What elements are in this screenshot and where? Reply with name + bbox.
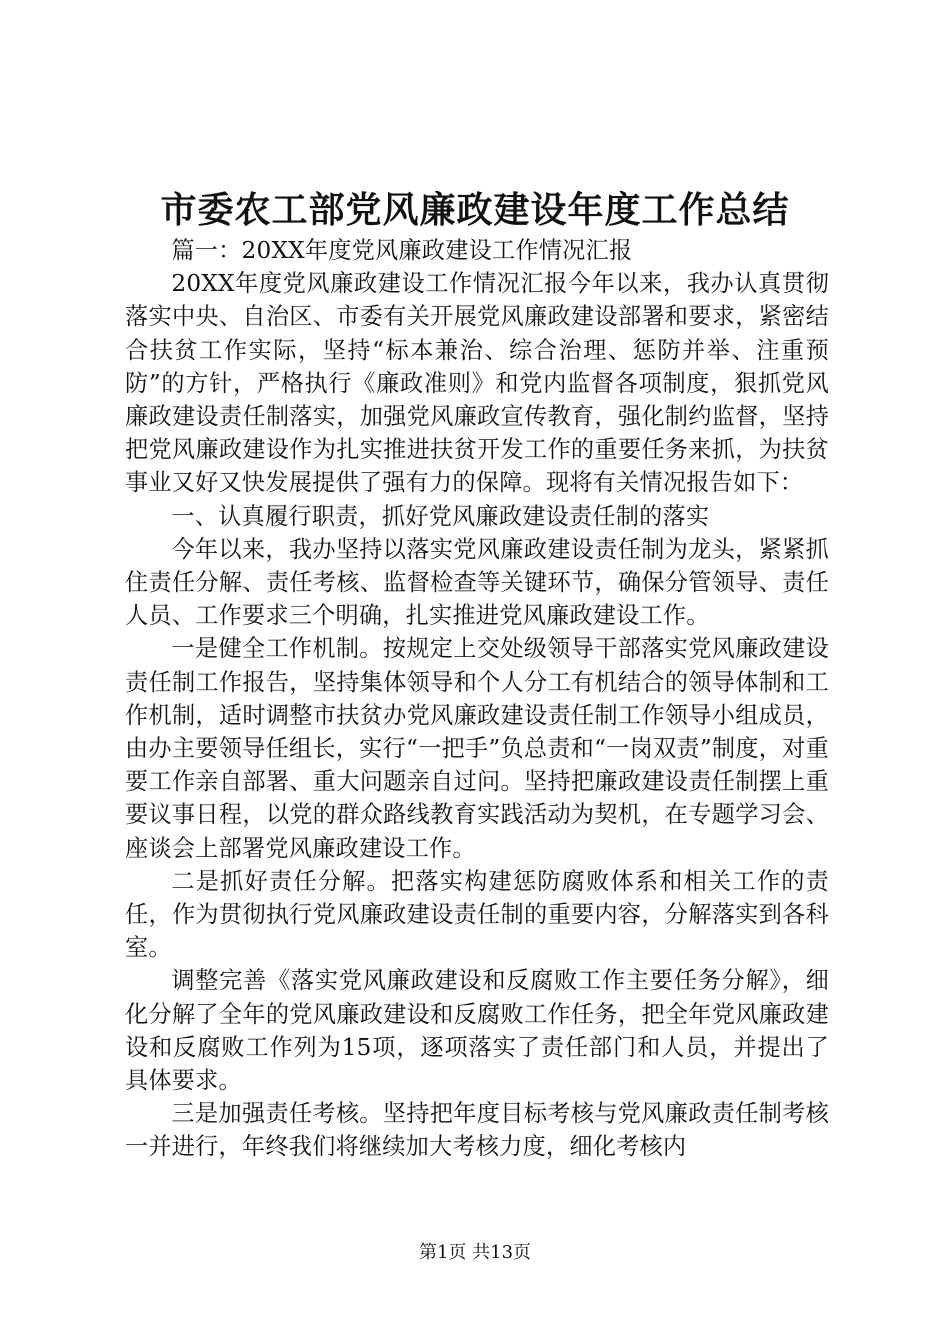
page-number-footer: 第1页 共13页 <box>418 1242 532 1263</box>
paragraph-chapter-heading: 篇一：20XX年度党风廉政建设工作情况汇报 <box>171 237 633 264</box>
paragraph-intro: 20XX年度党风廉政建设工作情况汇报今年以来，我办认真贯彻落实中央、自治区、市委有关开展党风廉政建设部署和要求，紧密结合扶贫工作实际，坚持“标本兼治、综合治理、惩防并举、注重预防”的方针，严格执行《廉政准则》和党内监督各项制度，狠抓党风廉政建设责任制落实，加强党风廉政宣传教育，强化制约监督，坚持把党风廉政建设作为扎实推进扶贫开发工作的重要任务来抓，为扶贫事业又好又快发展提供了强有力的保障。现将有关情况报告如下： <box>125 270 829 497</box>
document-body <box>125 234 829 1164</box>
paragraph-point-one: 一是健全工作机制。按规定上交处级领导干部落实党风廉政建设责任制工作报告，坚持集体领导和个人分工有机结合的领导体制和工作机制，适时调整市扶贫办党风廉政建设责任制工作领导小组成员，由办主要领导任组长，实行“一把手”负总责和“一岗双责”制度，对重要工作亲自部署、重大问题亲自过问。坚持把廉政建设责任制摆上重要议事日程，以党的群众路线教育实践活动为契机，在专题学习会、座谈会上部署党风廉政建设工作。 <box>125 635 829 862</box>
document-title: 市委农工部党风廉政建设年度工作总结 <box>160 189 790 231</box>
paragraph-point-two: 二是抓好责任分解。把落实构建惩防腐败体系和相关工作的责任，作为贯彻执行党风廉政建设责任制的重要内容，分解落实到各科室。 <box>125 867 829 962</box>
paragraph-section-heading: 一、认真履行职责，抓好党风廉政建设责任制的落实 <box>171 502 710 530</box>
paragraph-task-breakdown: 调整完善《落实党风廉政建设和反腐败工作主要任务分解》，细化分解了全年的党风廉政建设和反腐败工作任务，把全年党风廉政建设和反腐败工作列为15项，逐项落实了责任部门和人员，并提出了具体要求。 <box>125 967 829 1095</box>
paragraph-section-intro: 今年以来，我办坚持以落实党风廉政建设责任制为龙头，紧紧抓住责任分解、责任考核、监督检查等关键环节，确保分管领导、责任人员、工作要求三个明确，扎实推进党风廉政建设工作。 <box>125 535 829 630</box>
paragraph-point-three: 三是加强责任考核。坚持把年度目标考核与党风廉政责任制考核一并进行，年终我们将继续加大考核力度，细化考核内 <box>125 1100 829 1161</box>
